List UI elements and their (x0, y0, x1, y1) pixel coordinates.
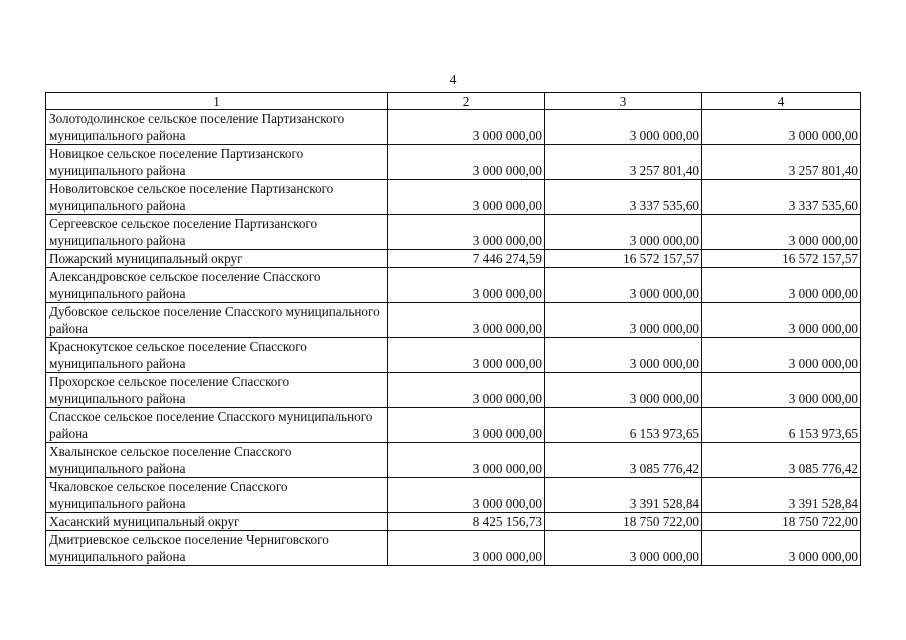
row-value-col2: 3 000 000,00 (388, 145, 545, 180)
row-value-col3: 18 750 722,00 (545, 513, 702, 531)
table-row (46, 478, 861, 513)
row-value-col4: 3 000 000,00 (702, 110, 861, 145)
row-name-cell: Новицкое сельское поселение Партизанского муниципального района (46, 145, 388, 180)
table-row (46, 145, 861, 180)
row-name-cell: Дубовское сельское поселение Спасского муниципального района (46, 303, 388, 338)
row-name-cell: Дмитриевское сельское поселение Черниговского муниципального района (46, 531, 388, 566)
row-value-col4: 3 257 801,40 (702, 145, 861, 180)
row-value-col2: 7 446 274,59 (388, 250, 545, 268)
table-row (46, 215, 861, 250)
row-value-col4: 3 000 000,00 (702, 303, 861, 338)
row-value-col3: 6 153 973,65 (545, 408, 702, 443)
row-name-cell: Новолитовское сельское поселение Партизанского муниципального района (46, 180, 388, 215)
row-value-col4: 3 337 535,60 (702, 180, 861, 215)
row-value-col2: 3 000 000,00 (388, 373, 545, 408)
row-name-cell: Золотодолинское сельское поселение Партизанского муниципального района (46, 110, 388, 145)
row-value-col4: 3 000 000,00 (702, 215, 861, 250)
row-value-col2: 3 000 000,00 (388, 215, 545, 250)
row-name-cell: Хвалынское сельское поселение Спасского муниципального района (46, 443, 388, 478)
row-name-cell: Александровское сельское поселение Спасского муниципального района (46, 268, 388, 303)
row-name-cell: Сергеевское сельское поселение Партизанского муниципального района (46, 215, 388, 250)
row-value-col2: 3 000 000,00 (388, 443, 545, 478)
row-value-col3: 3 391 528,84 (545, 478, 702, 513)
row-name-cell: Спасское сельское поселение Спасского муниципального района (46, 408, 388, 443)
row-value-col4: 3 391 528,84 (702, 478, 861, 513)
table-row (46, 408, 861, 443)
column-header-3: 3 (545, 93, 702, 110)
table-row (46, 531, 861, 566)
row-value-col2: 3 000 000,00 (388, 408, 545, 443)
row-value-col4: 3 000 000,00 (702, 373, 861, 408)
row-value-col4: 6 153 973,65 (702, 408, 861, 443)
column-header-1: 1 (46, 93, 388, 110)
row-value-col4: 3 000 000,00 (702, 531, 861, 566)
row-value-col4: 3 000 000,00 (702, 268, 861, 303)
row-name-cell: Чкаловское сельское поселение Спасского муниципального района (46, 478, 388, 513)
page-number: 4 (449, 73, 457, 88)
table-header-row (46, 93, 861, 110)
row-name-cell: Хасанский муниципальный округ (46, 513, 388, 531)
row-value-col2: 3 000 000,00 (388, 478, 545, 513)
row-value-col3: 3 000 000,00 (545, 268, 702, 303)
row-value-col3: 3 085 776,42 (545, 443, 702, 478)
row-value-col3: 3 000 000,00 (545, 531, 702, 566)
row-name-cell: Пожарский муниципальный округ (46, 250, 388, 268)
row-value-col2: 3 000 000,00 (388, 338, 545, 373)
row-value-col4: 3 085 776,42 (702, 443, 861, 478)
row-name-cell: Краснокутское сельское поселение Спасского муниципального района (46, 338, 388, 373)
table-row (46, 303, 861, 338)
column-header-2: 2 (388, 93, 545, 110)
table-row (46, 373, 861, 408)
row-value-col4: 16 572 157,57 (702, 250, 861, 268)
row-value-col3: 3 000 000,00 (545, 338, 702, 373)
table-row (46, 268, 861, 303)
row-value-col3: 3 000 000,00 (545, 373, 702, 408)
table-row (46, 250, 861, 268)
row-name-cell: Прохорское сельское поселение Спасского муниципального района (46, 373, 388, 408)
row-value-col2: 3 000 000,00 (388, 110, 545, 145)
row-value-col4: 3 000 000,00 (702, 338, 861, 373)
row-value-col3: 16 572 157,57 (545, 250, 702, 268)
row-value-col3: 3 000 000,00 (545, 110, 702, 145)
row-value-col3: 3 337 535,60 (545, 180, 702, 215)
row-value-col2: 3 000 000,00 (388, 531, 545, 566)
row-value-col2: 3 000 000,00 (388, 180, 545, 215)
table-row (46, 443, 861, 478)
row-value-col3: 3 000 000,00 (545, 303, 702, 338)
row-value-col3: 3 257 801,40 (545, 145, 702, 180)
budget-table (45, 92, 861, 566)
table-row (46, 110, 861, 145)
row-value-col2: 3 000 000,00 (388, 268, 545, 303)
column-header-4: 4 (702, 93, 861, 110)
row-value-col2: 3 000 000,00 (388, 303, 545, 338)
table-row (46, 513, 861, 531)
row-value-col3: 3 000 000,00 (545, 215, 702, 250)
row-value-col4: 18 750 722,00 (702, 513, 861, 531)
row-value-col2: 8 425 156,73 (388, 513, 545, 531)
table-row (46, 338, 861, 373)
table-row (46, 180, 861, 215)
